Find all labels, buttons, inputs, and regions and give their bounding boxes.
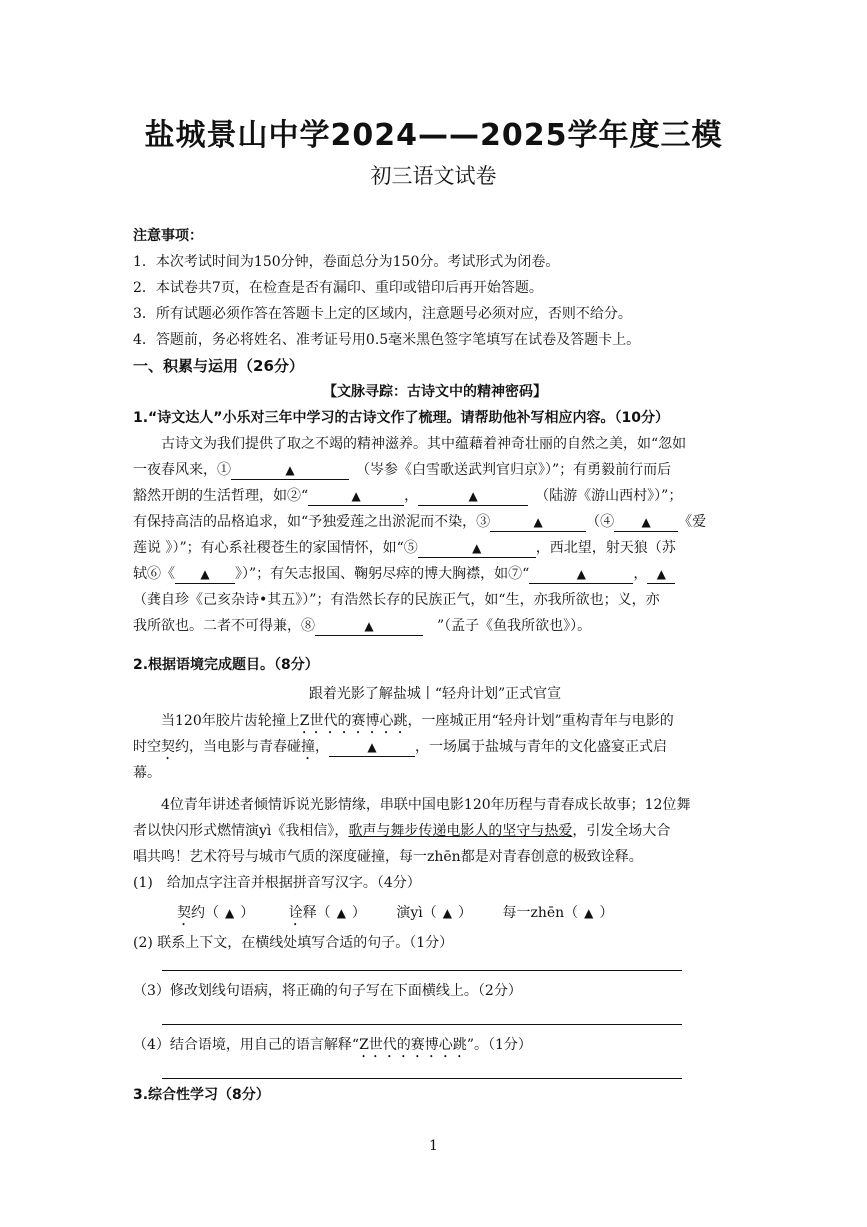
question-1 [133, 405, 737, 639]
q1-text: 豁然开朗的生活哲理，如②“ [133, 488, 309, 504]
q1-text: ， [633, 566, 648, 582]
q1-line [133, 483, 737, 509]
q1-line: （龚自珍《己亥杂诗•其五》）”；有浩然长存的民族正气，如“生，亦我所欲也；义，亦 [133, 592, 660, 608]
answer-blank-6[interactable] [175, 565, 235, 584]
q2-underlined-sentence: 歌声与舞步传递电影人的坚守与热爱 [348, 823, 573, 839]
question-2 [133, 652, 737, 956]
answer-blank-3[interactable] [490, 513, 586, 532]
notice-item: 3．所有试题必须作答在答题卡上定的区域内，注意题号必须对应，否则不给分。 [133, 306, 632, 322]
q2-text: 时空 [133, 739, 161, 755]
q2-line [133, 708, 737, 734]
q2-text: ） [599, 905, 614, 921]
q1-text: ，西北望，射天狼（苏 [535, 540, 676, 556]
q1-text: ”（孟子《鱼我所欲也》）。 [437, 618, 592, 634]
q2-passage-title: 跟着光影了解盐城丨“轻舟计划”正式官宣 [308, 686, 562, 702]
q2-text: 演yì（ [396, 905, 437, 921]
q2-stem: 2.根据语境完成题目。（8分） [133, 657, 319, 673]
q1-text: 一夜春风来，① [133, 462, 231, 478]
q2-line [133, 734, 737, 760]
q1-text: （陆游《游山西村》）”； [542, 488, 683, 504]
q1-text: 《爱 [678, 514, 707, 530]
pinyin-item [177, 896, 254, 930]
answer-blank-8[interactable] [315, 617, 423, 636]
exam-subtitle: 初三语文试卷 [370, 164, 497, 188]
q1-text: 》）”；有矢志报国、鞠躬尽瘁的博大胸襟，如⑦“ [235, 566, 530, 582]
triangle-marker-icon: ▲ [200, 567, 210, 581]
answer-line-3[interactable] [162, 1024, 682, 1025]
section-heading: 一、积累与运用（26分） [133, 357, 304, 375]
q2-dotted-char: 契 [161, 739, 175, 755]
q2-text: ，一座城正用“轻舟计划”重构青年与电影的 [407, 713, 674, 729]
q2-sub2: (2) 联系上下文，在横线处填写合适的句子。（1分） [133, 935, 454, 951]
q2-text: ，引发全场大合 [572, 823, 671, 839]
q2-dotted-char: 撞 [301, 739, 315, 755]
question-3 [133, 1082, 737, 1108]
triangle-marker-icon: ▲ [533, 515, 543, 529]
q2-sub1: (1) 给加点字注音并根据拼音写汉字。（4分） [133, 875, 421, 891]
pinyin-item [289, 896, 366, 930]
answer-blank-2a[interactable] [308, 487, 404, 506]
q1-line [133, 613, 737, 639]
answer-blank-4[interactable] [614, 513, 678, 532]
q1-text: ， [404, 488, 419, 504]
triangle-marker-icon: ▲ [468, 489, 478, 503]
q1-text: 轼⑥《 [133, 566, 175, 582]
triangle-marker-icon: ▲ [656, 567, 666, 581]
q2-line: 唱共鸣！艺术符号与城市气质的深度碰撞，每一zhēn都是对青春创意的极致诠释。 [133, 849, 643, 865]
q2-text: 者以快闪形式燃情演yì《我相信》， [133, 823, 349, 839]
section-banner: 【文脉寻踪：古诗文中的精神密码】 [323, 384, 547, 400]
answer-blank-1[interactable] [231, 461, 349, 480]
q2-line: 幕。 [133, 765, 161, 781]
q2-dotted-char: 诠 [288, 905, 303, 921]
q1-stem: 1.“诗文达人”小乐对三年中学习的古诗文作了梳理。请帮助他补写相应内容。（10分） [133, 410, 669, 426]
q1-line [133, 457, 737, 483]
q1-text: 有保持高洁的品格追求，如“予独爱莲之出淤泥而不染，③ [133, 514, 491, 530]
notice-heading: 注意事项： [133, 228, 203, 244]
q2-text: ”。（1分） [466, 1037, 532, 1053]
triangle-marker-icon: ▲ [576, 567, 586, 581]
q2-line: 4位青年讲述者倾情诉说光影情缘，串联中国电影120年历程与青春成长故事；12位舞 [161, 797, 691, 813]
q1-line [133, 535, 737, 561]
notice-section [133, 223, 737, 405]
answer-blank-7b[interactable] [647, 565, 675, 584]
q2-text: ） [240, 905, 255, 921]
q2-text: （4）结合语境，用自己的语言解释“ [133, 1037, 360, 1053]
q2-dotted-phrase: Z世代的赛博心跳 [299, 713, 408, 729]
notice-item: 1．本次考试时间为150分钟，卷面总分为150分。考试形式为闭卷。 [133, 254, 560, 270]
q2-sub3: （3）修改划线句语病，将正确的句子写在下面横线上。（2分） [133, 983, 522, 999]
triangle-marker-icon: ▲ [367, 740, 377, 754]
triangle-marker-icon[interactable]: ▲ [442, 906, 452, 920]
answer-blank-5[interactable] [418, 539, 536, 558]
q1-text: （④ [586, 514, 615, 530]
page-number: 1 [429, 1138, 438, 1154]
q2-text: 约，当电影与青春碰 [175, 739, 301, 755]
q1-text: 莲说 》）”；有心系社稷苍生的家国情怀，如“⑤ [133, 540, 418, 556]
q1-line [133, 509, 737, 535]
triangle-marker-icon: ▲ [472, 541, 482, 555]
q1-line [133, 561, 737, 587]
triangle-marker-icon[interactable]: ▲ [225, 906, 235, 920]
q2-line [133, 818, 737, 844]
answer-line-2[interactable] [162, 970, 682, 971]
q2-text: 当120年胶片齿轮撞上 [161, 713, 300, 729]
q2-text: ，一场属于盐城与青年的文化盛宴正式启 [415, 739, 667, 755]
q2-dotted-char: 契 [177, 905, 191, 921]
triangle-marker-icon: ▲ [351, 489, 361, 503]
q2-text: ， [315, 739, 329, 755]
q2-text: 每一zhēn（ [502, 905, 579, 921]
triangle-marker-icon: ▲ [641, 515, 651, 529]
triangle-marker-icon: ▲ [285, 463, 295, 477]
answer-line-4[interactable] [162, 1078, 682, 1079]
q3-stem: 3.综合性学习（8分） [133, 1087, 270, 1103]
q2-pinyin-row [133, 896, 737, 930]
triangle-marker-icon: ▲ [364, 619, 374, 633]
q1-text: （岑参《白雪歌送武判官归京》）”；有勇毅前行而后 [363, 462, 672, 478]
q2-sub4-wrap [133, 1032, 737, 1058]
q2-dotted-phrase: Z世代的赛博心跳 [359, 1037, 467, 1053]
answer-blank-2b[interactable] [418, 487, 528, 506]
exam-title: 盐城景山中学2024——2025学年度三模 [144, 118, 723, 153]
pinyin-item [502, 896, 613, 930]
triangle-marker-icon[interactable]: ▲ [336, 906, 346, 920]
q1-line: 古诗文为我们提供了取之不竭的精神滋养。其中蕴藉着神奇壮丽的自然之美，如“忽如 [161, 436, 687, 452]
answer-blank-7a[interactable] [529, 565, 633, 584]
triangle-marker-icon[interactable]: ▲ [584, 906, 594, 920]
q2-text: ） [351, 905, 366, 921]
q2-sub3-wrap [133, 978, 737, 1004]
q2-sub4 [133, 1032, 737, 1058]
q2-text: ） [458, 905, 472, 921]
pinyin-item [396, 896, 472, 930]
notice-item: 2．本试卷共7页，在检查是否有漏印、重印或错印后再开始答题。 [133, 280, 543, 296]
q2-text: 释（ [302, 905, 331, 921]
notice-item: 4．答题前，务必将姓名、准考证号用0.5毫米黑色签字笔填写在试卷及答题卡上。 [133, 332, 641, 348]
answer-blank-q2[interactable] [329, 738, 415, 757]
q2-text: 约（ [191, 905, 219, 921]
q1-text: 我所欲也。二者不可得兼，⑧ [133, 618, 315, 634]
